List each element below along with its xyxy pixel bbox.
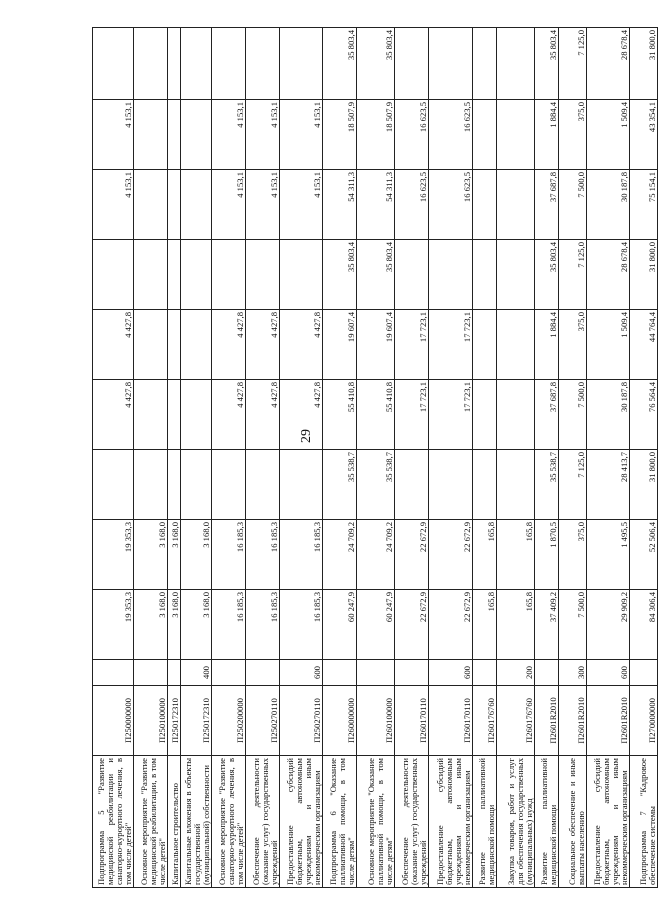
- row-value: 60 247,9: [323, 590, 357, 660]
- row-value: 55 410,8: [357, 380, 395, 450]
- row-name: Закупка товаров, работ и услуг для обеспечения государственных (муниципальных) нужд: [497, 756, 535, 888]
- row-value: 28 678,4: [587, 28, 630, 100]
- row-value: [212, 450, 246, 520]
- row-code: П260176760: [497, 686, 535, 756]
- row-value: 28 678,4: [587, 240, 630, 310]
- row-value: [168, 170, 181, 240]
- row-value: 35 803,4: [535, 240, 559, 310]
- row-value: 4 427,8: [212, 380, 246, 450]
- row-value: [93, 28, 134, 100]
- row-value: 19 353,3: [93, 520, 134, 590]
- table-row: [246, 28, 280, 888]
- row-value: 24 709,2: [357, 520, 395, 590]
- row-value: [93, 450, 134, 520]
- row-value: 43 354,1: [630, 100, 658, 170]
- row-value: 17 723,1: [429, 310, 473, 380]
- row-value: 7 500,0: [559, 170, 587, 240]
- row-value: [497, 100, 535, 170]
- table-row: [497, 28, 535, 888]
- row-value: 7 500,0: [559, 380, 587, 450]
- row-code: П250100000: [134, 686, 168, 756]
- table-row: [168, 28, 181, 888]
- row-name: Обеспечение деятельности (оказание услуг) государственных учреждений: [246, 756, 280, 888]
- row-value: 28 413,7: [587, 450, 630, 520]
- row-value: [473, 170, 497, 240]
- row-vr: [134, 660, 168, 686]
- row-value: 22 672,9: [429, 590, 473, 660]
- row-value: 165,8: [497, 520, 535, 590]
- row-value: 7 500,0: [559, 590, 587, 660]
- row-value: [473, 450, 497, 520]
- row-name: Основное мероприятие "Оказание паллиативной помощи, в том числе детям": [357, 756, 395, 888]
- budget-table: [92, 27, 658, 888]
- row-value: [473, 380, 497, 450]
- row-name: Основное мероприятие "Развитие медицинской реабилитации, в том числе детей": [134, 756, 168, 888]
- row-value: 1 495,5: [587, 520, 630, 590]
- table-row: [535, 28, 559, 888]
- row-value: 375,0: [559, 100, 587, 170]
- row-value: 3 168,0: [168, 520, 181, 590]
- table-row: [559, 28, 587, 888]
- row-value: 1 509,4: [587, 310, 630, 380]
- row-value: [134, 380, 168, 450]
- row-value: 7 125,0: [559, 28, 587, 100]
- row-value: 35 538,7: [323, 450, 357, 520]
- table-row: [280, 28, 323, 888]
- row-value: 19 353,3: [93, 590, 134, 660]
- row-value: [134, 28, 168, 100]
- row-value: [280, 450, 323, 520]
- row-value: [497, 28, 535, 100]
- row-value: [473, 28, 497, 100]
- row-vr: 200: [497, 660, 535, 686]
- row-code: П250200000: [212, 686, 246, 756]
- row-code: П260176760: [473, 686, 497, 756]
- row-value: 165,8: [473, 590, 497, 660]
- row-value: [497, 310, 535, 380]
- row-value: 54 311,3: [323, 170, 357, 240]
- row-value: 16 623,5: [395, 170, 429, 240]
- row-value: [168, 450, 181, 520]
- row-value: [473, 240, 497, 310]
- table-row: [630, 28, 658, 888]
- row-value: 16 185,3: [246, 590, 280, 660]
- row-value: [497, 240, 535, 310]
- row-value: [280, 28, 323, 100]
- row-name: Социальное обеспечение и иные выплаты населению: [559, 756, 587, 888]
- row-value: [181, 450, 212, 520]
- row-value: [168, 380, 181, 450]
- table-row: [134, 28, 168, 888]
- row-value: [134, 310, 168, 380]
- row-value: [168, 28, 181, 100]
- row-value: 4 153,1: [93, 100, 134, 170]
- row-value: [429, 28, 473, 100]
- row-value: 35 803,4: [323, 28, 357, 100]
- row-value: [246, 450, 280, 520]
- row-value: 7 125,0: [559, 450, 587, 520]
- row-value: 17 723,1: [395, 310, 429, 380]
- table-row: [395, 28, 429, 888]
- row-value: 4 153,1: [246, 170, 280, 240]
- row-value: [181, 240, 212, 310]
- row-value: [212, 28, 246, 100]
- table-body: [93, 28, 658, 888]
- rotated-table-wrapper: [92, 28, 657, 888]
- row-value: 3 168,0: [168, 590, 181, 660]
- row-value: 4 153,1: [93, 170, 134, 240]
- row-value: 30 187,8: [587, 170, 630, 240]
- row-value: 16 623,5: [429, 100, 473, 170]
- row-value: 31 800,0: [630, 28, 658, 100]
- row-name: Капитальные вложения в объекты государственной (муниципальной) собственности: [181, 756, 212, 888]
- row-value: 75 154,1: [630, 170, 658, 240]
- row-value: 35 803,4: [357, 28, 395, 100]
- row-code: П270000000: [630, 686, 658, 756]
- row-value: [473, 100, 497, 170]
- row-value: 35 538,7: [535, 450, 559, 520]
- row-value: 31 800,0: [630, 450, 658, 520]
- page-number: 29: [299, 429, 314, 443]
- row-value: 165,8: [497, 590, 535, 660]
- row-value: 3 168,0: [134, 590, 168, 660]
- row-value: 16 623,5: [429, 170, 473, 240]
- row-vr: 300: [559, 660, 587, 686]
- row-code: П260000000: [323, 686, 357, 756]
- row-value: 18 507,9: [323, 100, 357, 170]
- row-value: [212, 240, 246, 310]
- row-name: Предоставление субсидий бюджетным, автономным учреждениям и иным некоммерческим организациям: [280, 756, 323, 888]
- row-code: П2601R2010: [587, 686, 630, 756]
- row-name: Подпрограмма 5 "Развитие медицинской реабилитации и санаторно-курортного лечения, в том числе детей": [93, 756, 134, 888]
- table-row: [181, 28, 212, 888]
- row-value: [134, 170, 168, 240]
- row-name: Капитальное строительство: [168, 756, 181, 888]
- row-value: [181, 28, 212, 100]
- row-vr: [535, 660, 559, 686]
- row-value: 3 168,0: [181, 590, 212, 660]
- row-value: 52 506,4: [630, 520, 658, 590]
- row-value: 17 723,1: [395, 380, 429, 450]
- row-code: П250172310: [181, 686, 212, 756]
- row-value: 24 709,2: [323, 520, 357, 590]
- row-value: 16 185,3: [212, 520, 246, 590]
- row-value: [395, 240, 429, 310]
- table-row: [323, 28, 357, 888]
- row-value: 4 153,1: [212, 170, 246, 240]
- row-code: П260170110: [395, 686, 429, 756]
- row-value: [395, 28, 429, 100]
- row-name: Предоставление субсидий бюджетным, автономным учреждениям и иным некоммерческим организациям: [429, 756, 473, 888]
- row-value: 84 306,4: [630, 590, 658, 660]
- row-name: Подпрограмма 7 "Кадровое обеспечение системы: [630, 756, 658, 888]
- row-value: [246, 240, 280, 310]
- row-value: 19 607,4: [357, 310, 395, 380]
- row-value: 4 427,8: [93, 380, 134, 450]
- row-value: [168, 240, 181, 310]
- row-value: [429, 450, 473, 520]
- row-vr: [323, 660, 357, 686]
- row-value: 16 185,3: [280, 590, 323, 660]
- row-vr: [357, 660, 395, 686]
- row-value: 35 538,7: [357, 450, 395, 520]
- table-row: [93, 28, 134, 888]
- row-value: 16 185,3: [280, 520, 323, 590]
- row-value: 4 427,8: [280, 380, 323, 450]
- row-name: Обеспечение деятельности (оказание услуг) государственных учреждений: [395, 756, 429, 888]
- row-value: [134, 100, 168, 170]
- row-value: 375,0: [559, 520, 587, 590]
- row-vr: [212, 660, 246, 686]
- row-value: [134, 450, 168, 520]
- row-value: 4 427,8: [246, 310, 280, 380]
- row-value: [497, 380, 535, 450]
- table-row: [357, 28, 395, 888]
- row-vr: [395, 660, 429, 686]
- row-name: Развитие паллиативной медицинской помощи: [473, 756, 497, 888]
- row-value: 35 803,4: [323, 240, 357, 310]
- row-value: 7 125,0: [559, 240, 587, 310]
- row-value: 3 168,0: [134, 520, 168, 590]
- row-value: 16 623,5: [395, 100, 429, 170]
- row-value: 76 564,4: [630, 380, 658, 450]
- table-row: [429, 28, 473, 888]
- row-name: Предоставление субсидий бюджетным, автономным учреждениям и иным некоммерческим организациям: [587, 756, 630, 888]
- row-value: 16 185,3: [246, 520, 280, 590]
- row-code: П250000000: [93, 686, 134, 756]
- row-value: [93, 240, 134, 310]
- table-row: [587, 28, 630, 888]
- row-vr: [630, 660, 658, 686]
- row-name: Развитие паллиативной медицинской помощи: [535, 756, 559, 888]
- row-value: 22 672,9: [395, 520, 429, 590]
- row-vr: 600: [587, 660, 630, 686]
- row-value: [168, 310, 181, 380]
- row-value: 4 427,8: [280, 310, 323, 380]
- row-value: 35 803,4: [535, 28, 559, 100]
- row-vr: [246, 660, 280, 686]
- row-value: 44 764,4: [630, 310, 658, 380]
- row-vr: 600: [280, 660, 323, 686]
- row-value: 35 803,4: [357, 240, 395, 310]
- row-value: 31 800,0: [630, 240, 658, 310]
- row-value: [181, 100, 212, 170]
- row-value: [395, 450, 429, 520]
- row-value: [181, 310, 212, 380]
- row-value: [280, 240, 323, 310]
- row-value: [181, 380, 212, 450]
- row-vr: [93, 660, 134, 686]
- row-vr: [473, 660, 497, 686]
- row-code: П250270110: [280, 686, 323, 756]
- row-value: [246, 28, 280, 100]
- row-value: 375,0: [559, 310, 587, 380]
- row-value: 1 884,4: [535, 310, 559, 380]
- row-value: [497, 170, 535, 240]
- row-code: П260100000: [357, 686, 395, 756]
- row-value: 18 507,9: [357, 100, 395, 170]
- row-vr: [168, 660, 181, 686]
- row-vr: 600: [429, 660, 473, 686]
- row-value: [429, 240, 473, 310]
- row-value: 30 187,8: [587, 380, 630, 450]
- row-value: 4 427,8: [246, 380, 280, 450]
- row-value: [473, 310, 497, 380]
- row-value: 4 427,8: [212, 310, 246, 380]
- row-code: П260170110: [429, 686, 473, 756]
- row-value: 54 311,3: [357, 170, 395, 240]
- row-code: П250270110: [246, 686, 280, 756]
- row-value: [497, 450, 535, 520]
- row-value: 29 909,2: [587, 590, 630, 660]
- row-value: 60 247,9: [357, 590, 395, 660]
- row-value: 4 153,1: [280, 100, 323, 170]
- row-value: 1 870,5: [535, 520, 559, 590]
- row-vr: 400: [181, 660, 212, 686]
- row-value: 17 723,1: [429, 380, 473, 450]
- row-value: 4 153,1: [246, 100, 280, 170]
- row-name: Подпрограмма 6 "Оказание паллиативной помощи, в том числе детям": [323, 756, 357, 888]
- row-value: 22 672,9: [395, 590, 429, 660]
- row-value: 37 409,2: [535, 590, 559, 660]
- row-value: 1 509,4: [587, 100, 630, 170]
- row-value: 4 153,1: [280, 170, 323, 240]
- row-value: 19 607,4: [323, 310, 357, 380]
- row-value: 22 672,9: [429, 520, 473, 590]
- row-value: 55 410,8: [323, 380, 357, 450]
- row-code: П2601R2010: [535, 686, 559, 756]
- table-row: [212, 28, 246, 888]
- row-value: [181, 170, 212, 240]
- row-value: 165,8: [473, 520, 497, 590]
- row-value: [134, 240, 168, 310]
- row-value: 1 884,4: [535, 100, 559, 170]
- row-value: 37 687,8: [535, 380, 559, 450]
- row-value: 16 185,3: [212, 590, 246, 660]
- row-name: Основное мероприятие "Развитие санаторно-курортного лечения, в том числе детей": [212, 756, 246, 888]
- row-value: 4 153,1: [212, 100, 246, 170]
- row-value: 4 427,8: [93, 310, 134, 380]
- table-row: [473, 28, 497, 888]
- row-value: 3 168,0: [181, 520, 212, 590]
- row-code: П250172310: [168, 686, 181, 756]
- row-code: П2601R2010: [559, 686, 587, 756]
- row-value: 37 687,8: [535, 170, 559, 240]
- row-value: [168, 100, 181, 170]
